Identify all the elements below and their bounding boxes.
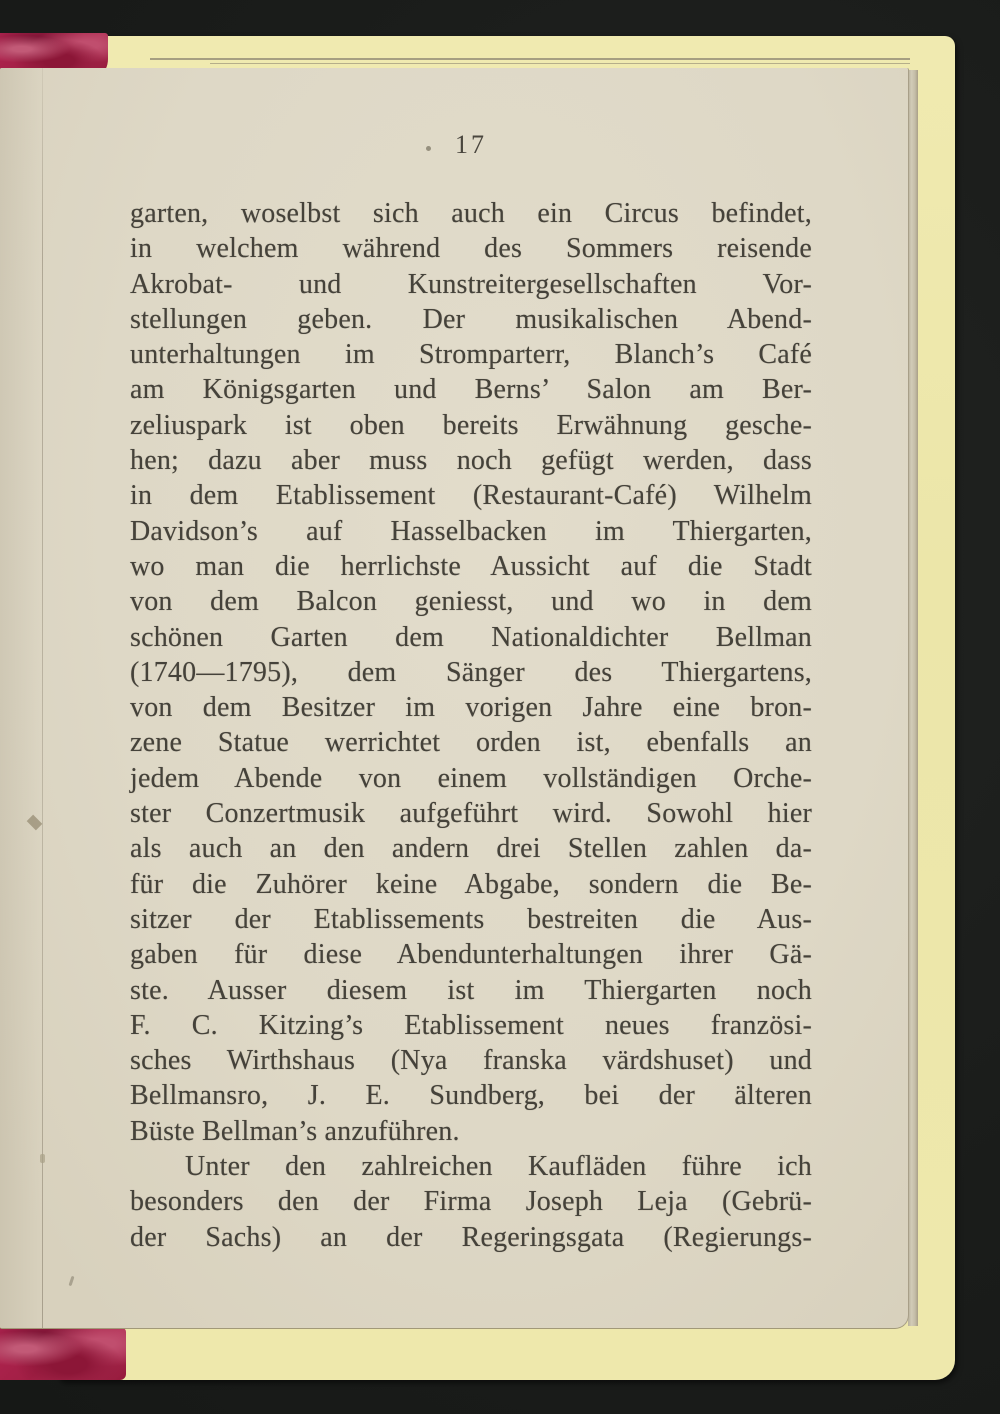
text-line: am Königsgarten und Berns’ Salon am Ber-	[130, 374, 812, 406]
body-text	[130, 196, 812, 1255]
text-line: von dem Besitzer im vorigen Jahre eine bron-	[130, 692, 812, 724]
text-line: hen; dazu aber muss noch gefügt werden, dass	[130, 445, 812, 477]
text-line: besonders den der Firma Joseph Leja (Gebrü-	[130, 1186, 812, 1218]
page-stack-edge-top	[210, 63, 910, 64]
spine-cloth-bottom	[0, 1328, 126, 1380]
page-stack-fore-edge	[908, 70, 918, 1326]
text-line: zeliuspark ist oben bereits Erwähnung gesche-	[130, 409, 812, 441]
text-line: sitzer der Etablissements bestreiten die Aus-	[130, 903, 812, 935]
text-line: unterhaltungen im Stromparterr, Blanch’s Café	[130, 339, 812, 371]
text-line: Akrobat- und Kunstreitergesellschaften Vor-	[130, 268, 812, 300]
text-line: wo man die herrlichste Aussicht auf die Stadt	[130, 550, 812, 582]
text-line: für die Zuhörer keine Abgabe, sondern die Be-	[130, 868, 812, 900]
text-line: jedem Abende von einem vollständigen Orche-	[130, 762, 812, 794]
text-line-paragraph-end: Büste Bellman’s anzuführen.	[130, 1115, 460, 1147]
text-line: in welchem während des Sommers reisende	[130, 233, 812, 265]
text-line: Bellmansro, J. E. Sundberg, bei der älteren	[130, 1080, 812, 1112]
text-line: der Sachs) an der Regeringsgata (Regierungs-	[130, 1221, 812, 1253]
text-line: ste. Ausser diesem ist im Thiergarten noch	[130, 974, 812, 1006]
text-line: zene Statue werrichtet orden ist, ebenfalls an	[130, 727, 812, 759]
text-line: garten, woselbst sich auch ein Circus befindet,	[130, 198, 812, 229]
page-number: 17	[455, 130, 487, 159]
gutter-shadow	[0, 68, 42, 1328]
text-line: F. C. Kitzing’s Etablissement neues französi-	[130, 1009, 812, 1041]
text-line: als auch an den andern drei Stellen zahlen da-	[130, 833, 812, 865]
text-line: Davidson’s auf Hasselbacken im Thiergarten,	[130, 515, 812, 547]
text-line: in dem Etablissement (Restaurant-Café) Wilhelm	[130, 480, 812, 512]
page-stack-edge-top	[150, 58, 910, 60]
spine-cloth-top	[0, 33, 108, 73]
text-line: (1740—1795), dem Sänger des Thiergartens,	[130, 656, 812, 688]
scan-speck	[69, 1276, 75, 1286]
text-line: ster Conzertmusik aufgeführt wird. Sowohl hier	[130, 798, 812, 830]
text-line-paragraph-start: Unter den zahlreichen Kaufläden führe ich	[185, 1151, 812, 1183]
text-line: schönen Garten dem Nationaldichter Bellman	[130, 621, 812, 653]
text-line: sches Wirthshaus (Nya franska värdshuset) und	[130, 1045, 812, 1077]
text-line: stellungen geben. Der musikalischen Abend-	[130, 303, 812, 335]
text-line: von dem Balcon geniesst, und wo in dem	[130, 586, 812, 618]
gutter-crease	[42, 68, 43, 1328]
text-line: gaben für diese Abendunterhaltungen ihrer Gä-	[130, 939, 812, 971]
scan-speck	[40, 1154, 45, 1163]
